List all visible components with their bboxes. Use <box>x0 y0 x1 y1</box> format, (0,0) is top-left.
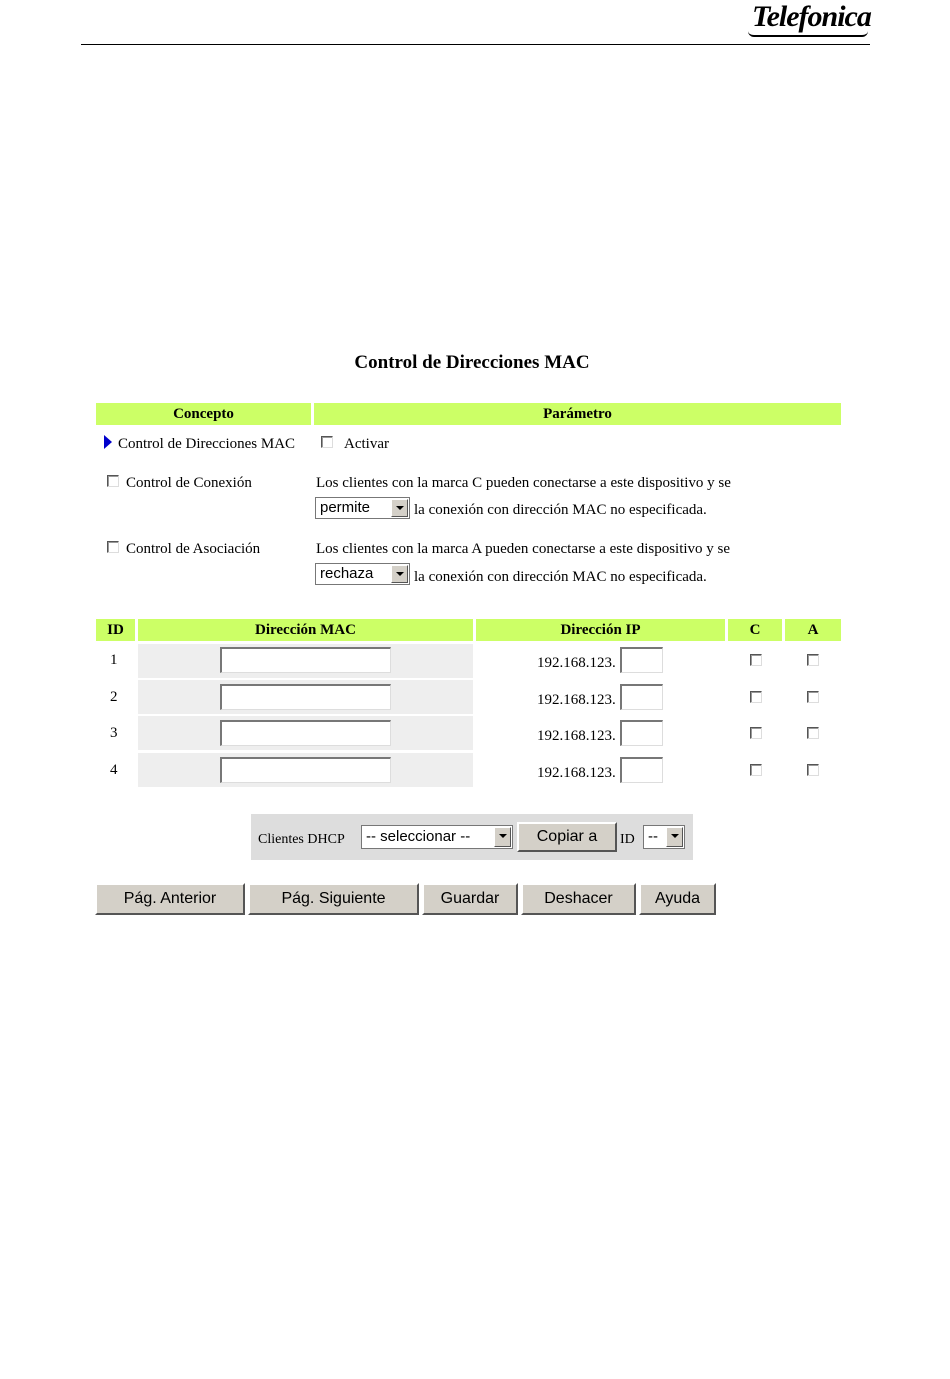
mac-input[interactable] <box>220 720 391 746</box>
ip-suffix-input[interactable] <box>620 647 663 673</box>
page-title: Control de Direcciones MAC <box>354 352 590 373</box>
chevron-down-icon[interactable] <box>391 565 408 583</box>
id-select[interactable] <box>643 825 685 849</box>
chevron-down-icon[interactable] <box>494 827 511 847</box>
association-description-line2: la conexión con dirección MAC no especificada. <box>414 569 707 585</box>
row-id: 1 <box>110 652 118 668</box>
ip-prefix: 192.168.123. <box>537 692 616 708</box>
row-id: 3 <box>110 725 118 741</box>
connection-policy-select[interactable] <box>315 497 410 519</box>
help-button[interactable]: Ayuda <box>639 883 716 915</box>
association-description-line1: Los clientes con la marca A pueden conectarse a este dispositivo y se <box>316 541 731 557</box>
chevron-down-icon[interactable] <box>391 499 408 517</box>
connection-policy-value: permite <box>320 499 371 516</box>
dhcp-clients-label: Clientes DHCP <box>258 832 345 847</box>
dhcp-client-select[interactable] <box>361 825 513 849</box>
connection-control-checkbox[interactable] <box>107 475 119 487</box>
ip-suffix-input[interactable] <box>620 684 663 710</box>
header-ip: Dirección IP <box>476 619 725 641</box>
a-checkbox[interactable] <box>807 727 819 739</box>
ip-suffix-input[interactable] <box>620 757 663 783</box>
activar-label: Activar <box>344 436 389 452</box>
save-button[interactable]: Guardar <box>422 883 518 915</box>
dhcp-client-value: -- seleccionar -- <box>366 828 471 845</box>
header-mac: Dirección MAC <box>138 619 473 641</box>
chevron-down-icon[interactable] <box>666 827 683 847</box>
mac-control-label: Control de Direcciones MAC <box>118 436 296 452</box>
header-a: A <box>785 619 841 641</box>
header-c: C <box>728 619 782 641</box>
ip-prefix: 192.168.123. <box>537 728 616 744</box>
ip-prefix: 192.168.123. <box>537 655 616 671</box>
association-policy-value: rechaza <box>320 565 374 582</box>
a-checkbox[interactable] <box>807 691 819 703</box>
header-parametro: Parámetro <box>314 403 841 425</box>
header-rule <box>81 44 870 45</box>
copy-to-button[interactable]: Copiar a <box>517 822 617 852</box>
association-control-checkbox[interactable] <box>107 541 119 553</box>
mac-input[interactable] <box>220 647 391 673</box>
arrow-icon <box>104 435 112 449</box>
row-id: 2 <box>110 689 118 705</box>
next-page-button[interactable]: Pág. Siguiente <box>248 883 419 915</box>
row-id: 4 <box>110 762 118 778</box>
c-checkbox[interactable] <box>750 727 762 739</box>
association-policy-select[interactable] <box>315 563 410 585</box>
prev-page-button[interactable]: Pág. Anterior <box>95 883 245 915</box>
undo-button[interactable]: Deshacer <box>521 883 636 915</box>
connection-description-line1: Los clientes con la marca C pueden conectarse a este dispositivo y se <box>316 475 731 491</box>
c-checkbox[interactable] <box>750 691 762 703</box>
c-checkbox[interactable] <box>750 764 762 776</box>
mac-input[interactable] <box>220 684 391 710</box>
ip-prefix: 192.168.123. <box>537 765 616 781</box>
association-control-label: Control de Asociación <box>126 541 261 557</box>
a-checkbox[interactable] <box>807 654 819 666</box>
header-concepto: Concepto <box>96 403 311 425</box>
connection-description-line2: la conexión con dirección MAC no especificada. <box>414 502 707 518</box>
activar-checkbox[interactable] <box>321 436 333 448</box>
ip-suffix-input[interactable] <box>620 720 663 746</box>
a-checkbox[interactable] <box>807 764 819 776</box>
connection-control-label: Control de Conexión <box>126 475 252 491</box>
mac-input[interactable] <box>220 757 391 783</box>
header-id: ID <box>96 619 135 641</box>
id-label: ID <box>620 832 635 847</box>
telefonica-logo: Telefonica <box>752 0 871 33</box>
id-select-value: -- <box>648 828 658 845</box>
logo-swoosh <box>748 31 868 37</box>
c-checkbox[interactable] <box>750 654 762 666</box>
